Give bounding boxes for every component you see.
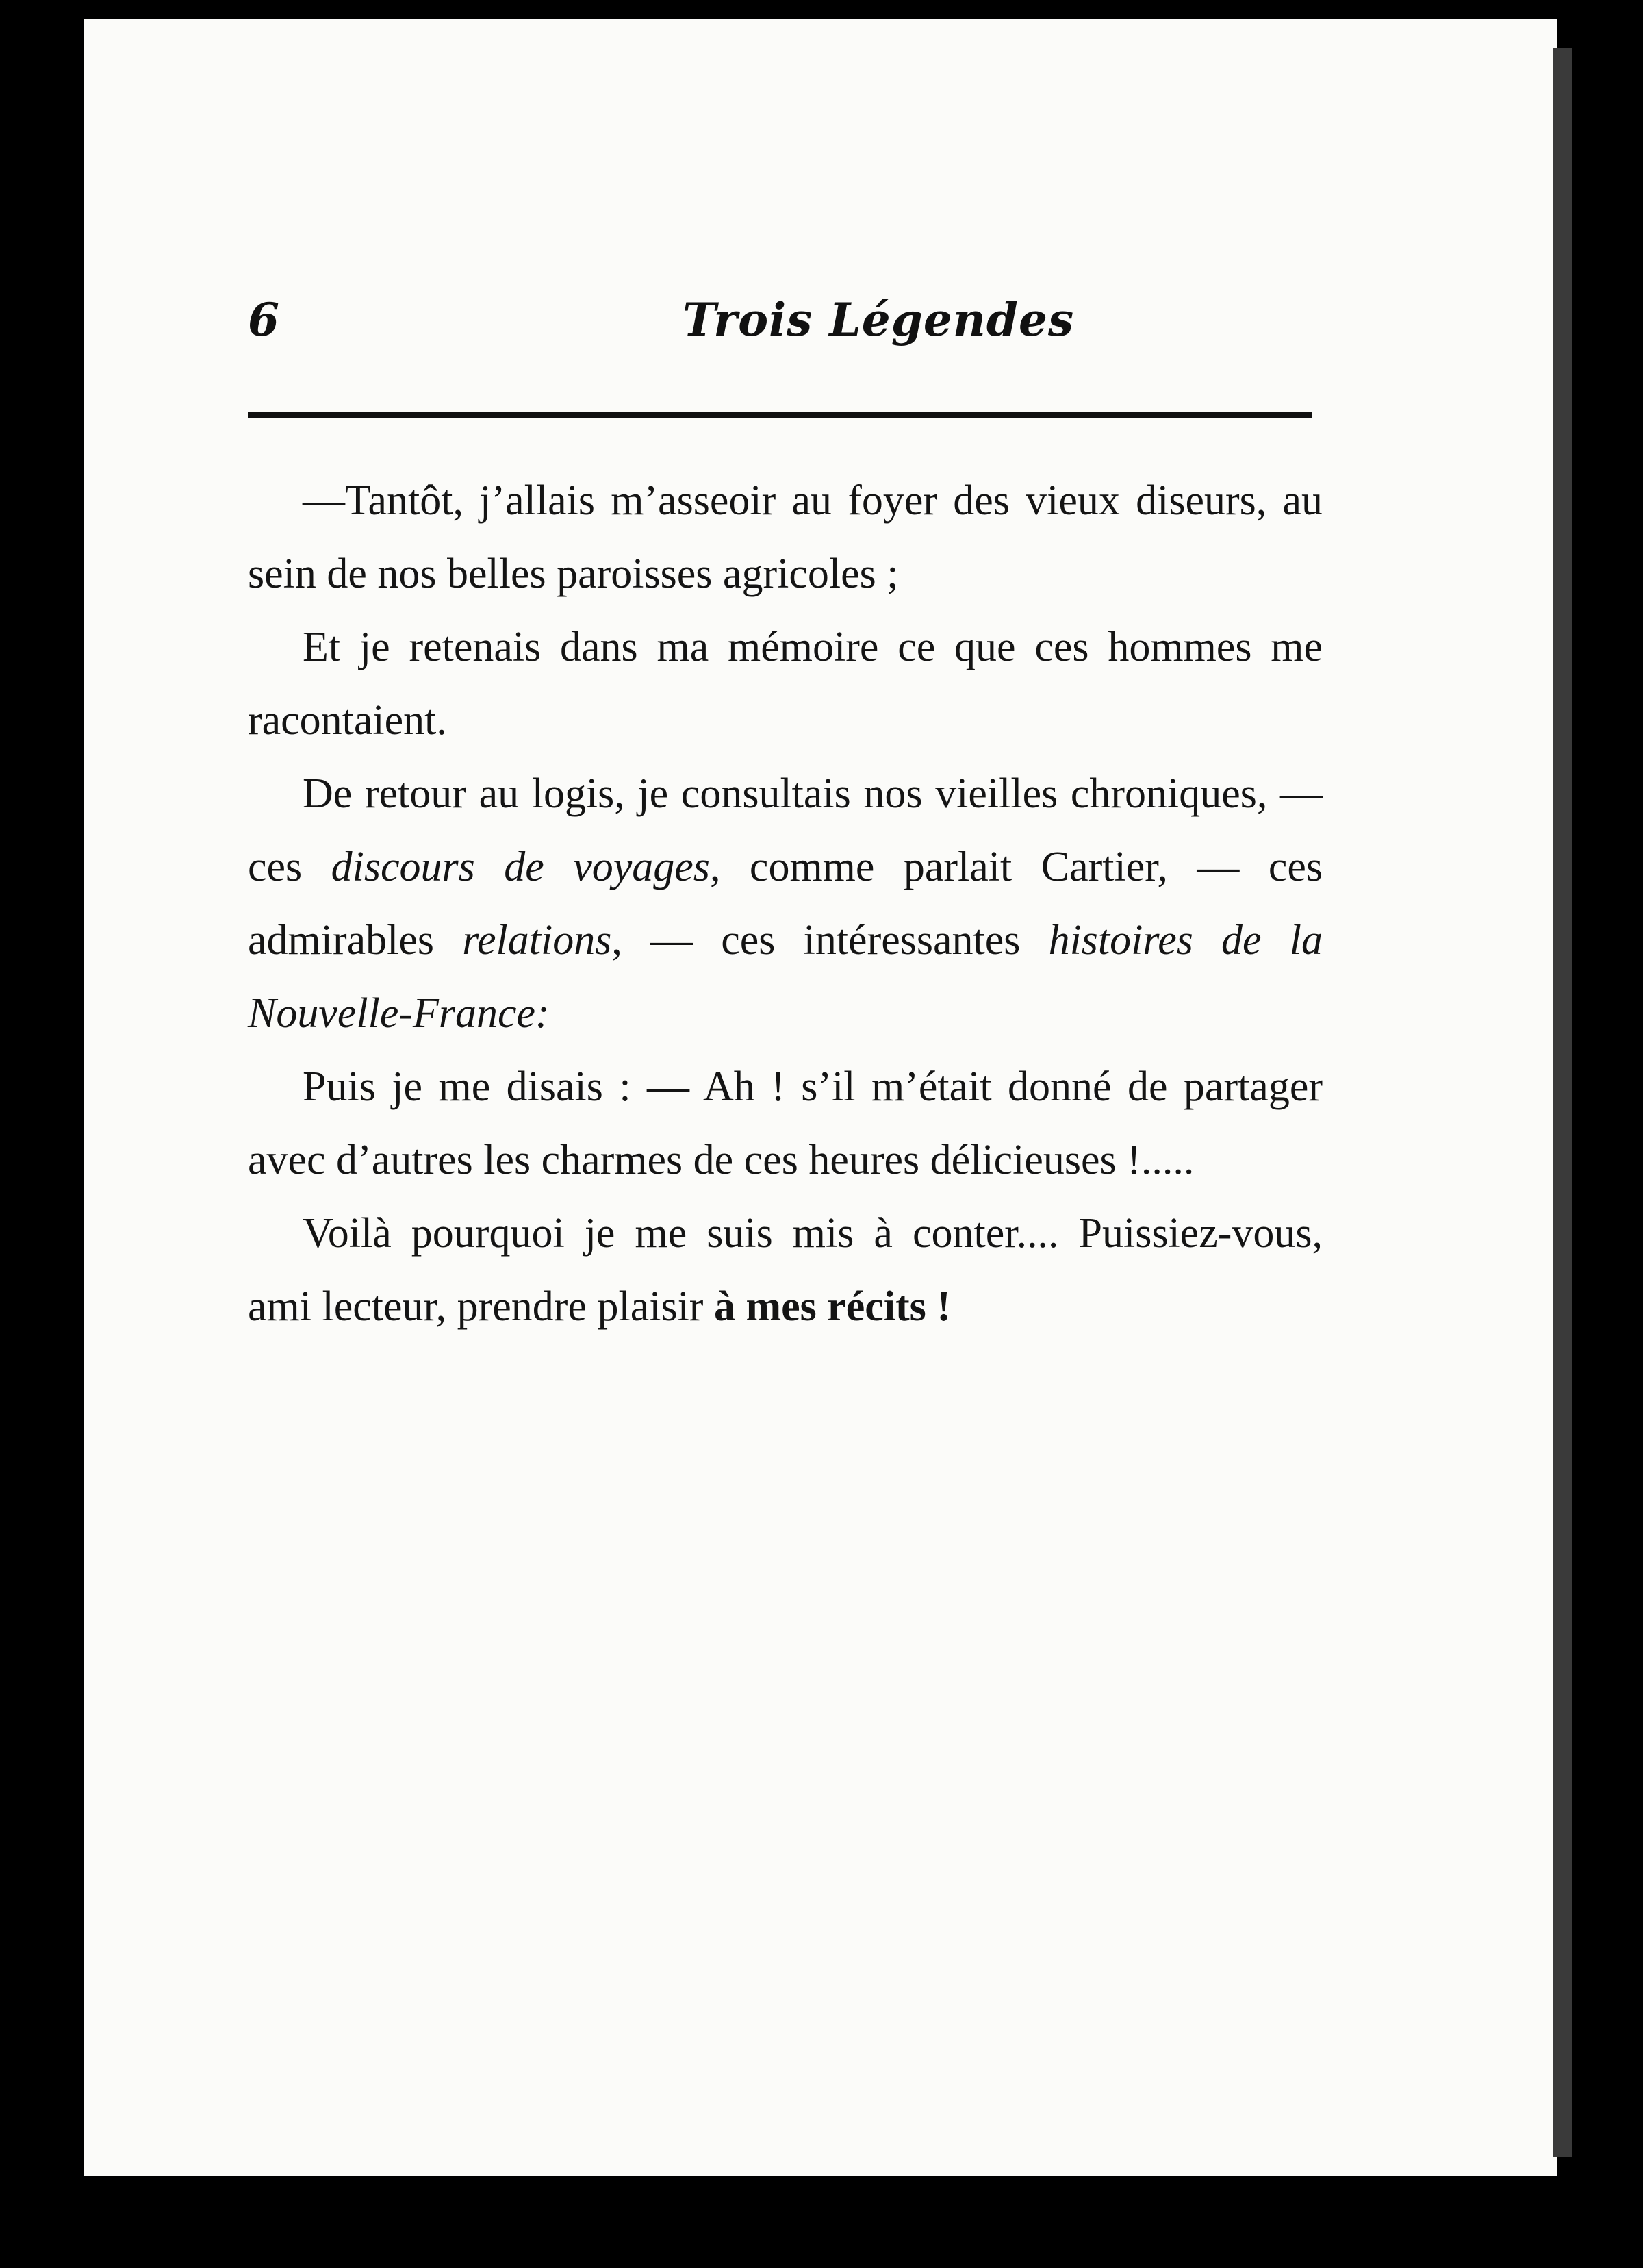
paragraph-1 xyxy=(248,464,1323,611)
italic-text-segment: histoires de la Nouvelle-France: xyxy=(248,917,1323,1037)
page-number: 6 xyxy=(248,293,279,346)
paragraph-4 xyxy=(248,1050,1323,1197)
running-header xyxy=(248,293,1329,355)
text-segment: —Tantôt, j’allais m’asseoir au foyer des vieux diseurs, au sein de nos belles paroisses agricoles ; xyxy=(248,477,1323,597)
text-segment: Et je retenais dans ma mémoire ce que ces hommes me racontaient. xyxy=(248,624,1323,744)
paragraph-2 xyxy=(248,611,1323,757)
text-segment: De retour au logis, je consultais nos vieilles chroniques, — ces xyxy=(248,770,1323,890)
text-segment: , — ces intéressantes xyxy=(611,917,1049,963)
italic-text-segment: relations xyxy=(462,917,612,963)
page-spine-edge xyxy=(1553,48,1572,2157)
paragraph-3 xyxy=(248,757,1323,1050)
paragraph-5 xyxy=(248,1197,1323,1344)
text-segment: , comme parlait Cartier, — ces admirables xyxy=(248,844,1323,963)
header-rule xyxy=(248,412,1312,418)
italic-text-segment: discours de voyages xyxy=(331,844,710,890)
text-segment: Voilà pourquoi je me suis mis à conter.... Puissiez-vous, ami lecteur, prendre plaisir xyxy=(248,1210,1323,1330)
book-page xyxy=(84,19,1557,2176)
bold-text-segment: à mes récits ! xyxy=(713,1283,951,1330)
running-title: Trois Légendes xyxy=(683,293,1075,346)
body-text xyxy=(248,464,1323,1344)
text-segment: Puis je me disais : — Ah ! s’il m’était donné de partager avec d’autres les charmes de ces heures délicieuses !..... xyxy=(248,1063,1323,1183)
